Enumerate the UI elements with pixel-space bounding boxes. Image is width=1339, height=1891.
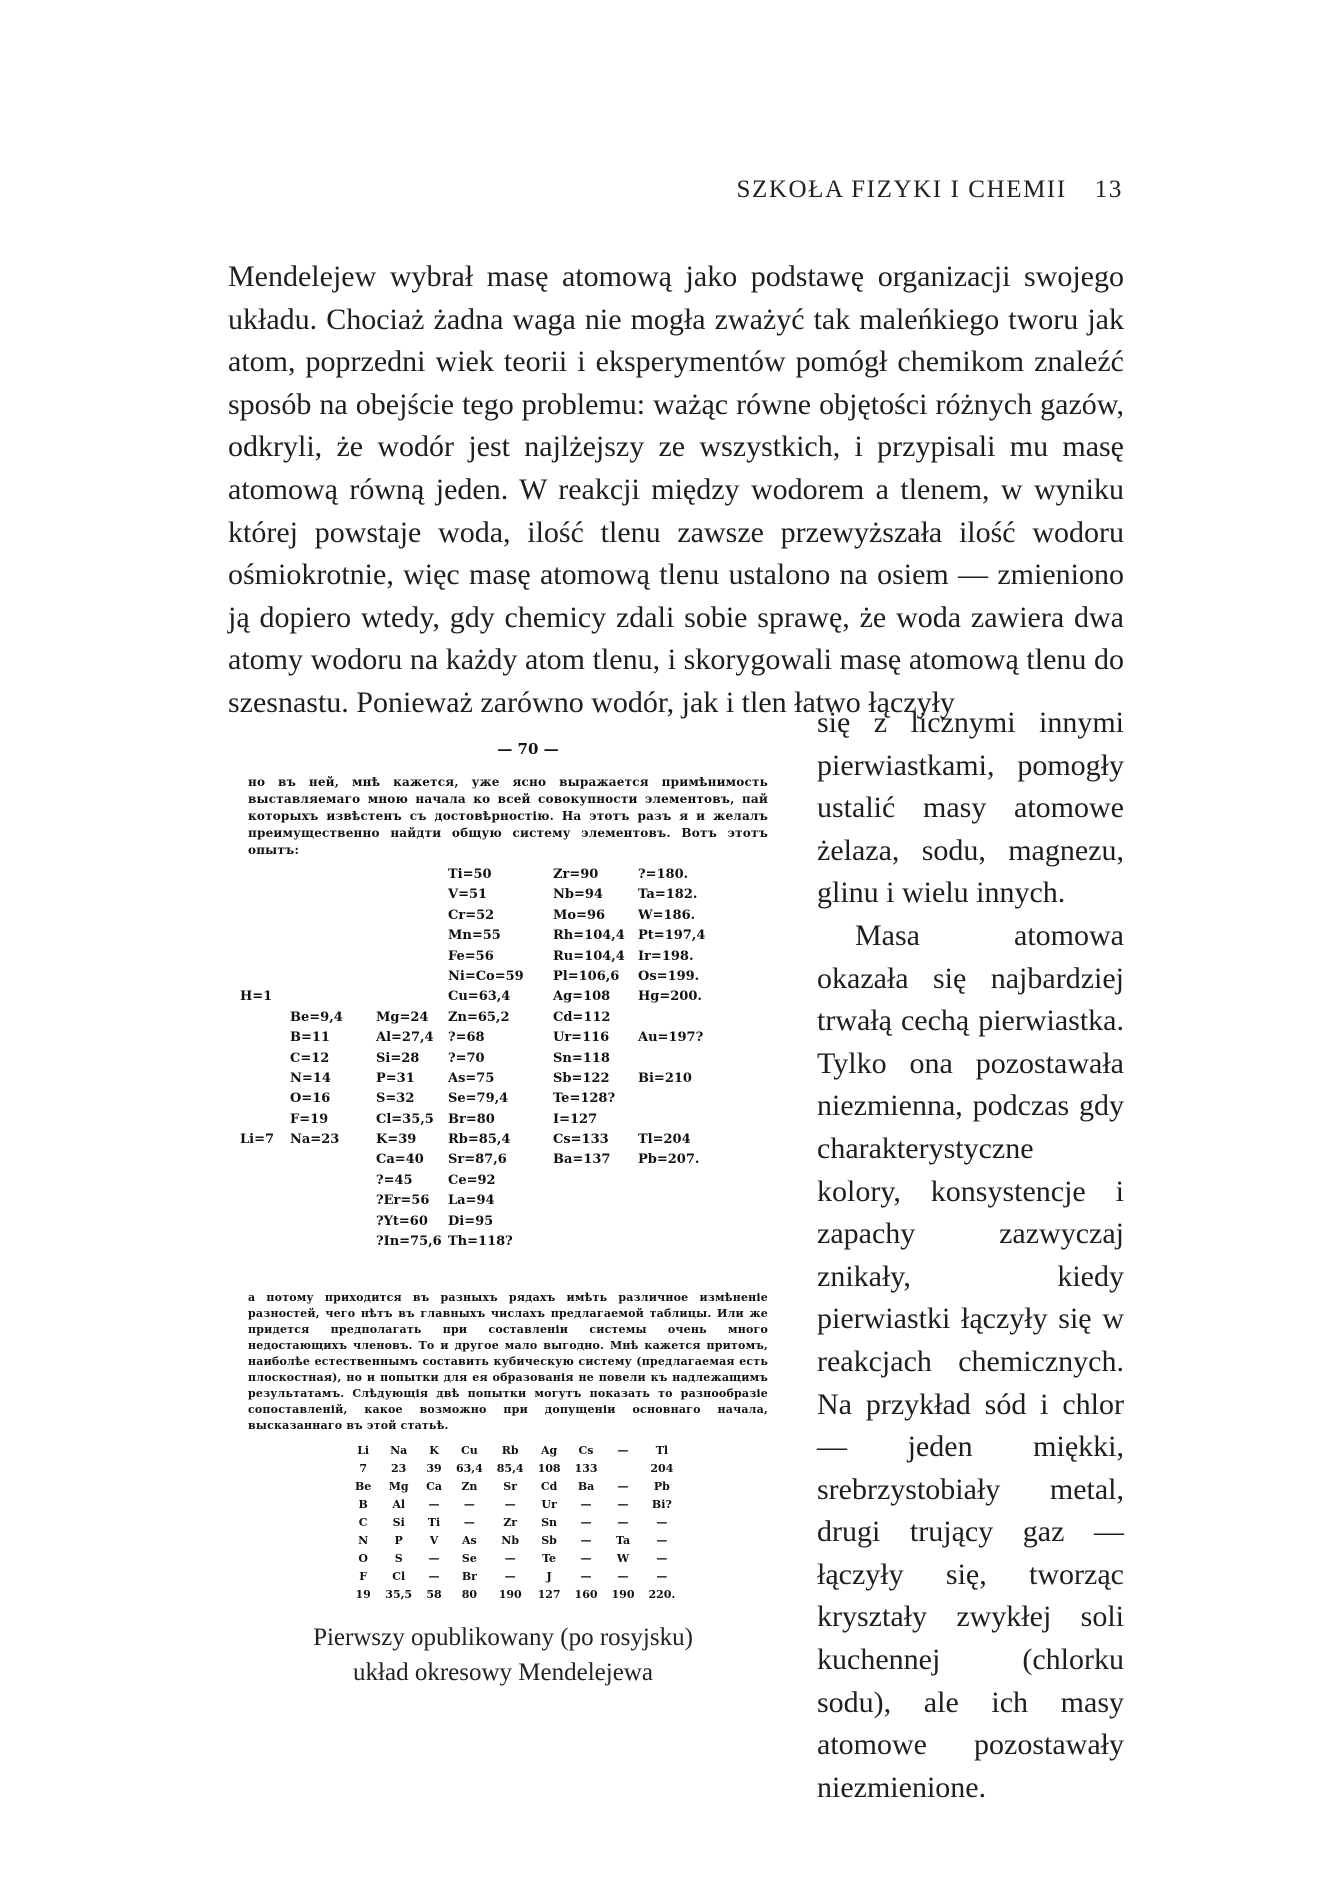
header-title: SZKOŁA FIZYKI I CHEMII	[736, 176, 1067, 203]
table-cell: —	[580, 1516, 592, 1529]
element-entry: Au=197?	[638, 1030, 704, 1046]
table-cell: —	[617, 1480, 629, 1493]
element-entry: F=19	[290, 1111, 329, 1127]
top-paragraph: Mendelejew wybrał masę atomową jako podstawę organizacji swojego układu. Chociaż żadna waga nie mogła zważyć tak maleńkiego tworu jak atom, poprzedni wiek teorii i eksperymentów pomógł chemikom znaleźć sposób na obejście tego problemu: ważąc równe objętości różnych gazów, odkryli, że wodór jest najlżejszy ze wszystkich, i przypisali mu masę atomową równą jeden. W reakcji między wodorem a tlenem, w wyniku której powstaje woda, ilość tlenu zawsze przewyższała ilość wodoru ośmiokrotnie, więc masę atomową tlenu ustalono na osiem — zmieniono ją dopiero wtedy, gdy chemicy zdali sobie sprawę, że woda zawiera dwa atomy wodoru na każdy atom tlenu, i skorygowali masę atomową tlenu do szesnastu. Ponieważ zarówno wodór, jak i tlen łatwo łączyły	[228, 260, 1124, 719]
element-entry: Pb=207.	[638, 1152, 700, 1168]
element-entry: Cu=63,4	[448, 989, 511, 1005]
table-cell: Cu	[461, 1444, 478, 1457]
table-cell: Na	[390, 1444, 408, 1457]
table-cell: B	[358, 1498, 368, 1511]
element-entry: Al=27,4	[376, 1030, 434, 1046]
table-row	[348, 1568, 682, 1586]
running-header	[736, 176, 1123, 204]
element-entry: Li=7	[240, 1132, 275, 1148]
element-entry	[638, 1008, 705, 1028]
table-cell: P	[394, 1534, 403, 1547]
table-cell: Nb	[501, 1534, 520, 1547]
element-entry	[240, 1069, 274, 1089]
element-entry: Cd=112	[553, 1009, 611, 1025]
table-cell: 80	[461, 1588, 478, 1601]
figure-page-number: — 70 —	[497, 740, 559, 758]
table-cell: Sb	[541, 1534, 557, 1547]
table-cell: Rb	[501, 1444, 519, 1457]
table-cell: Ti	[427, 1516, 441, 1529]
element-entry: Rb=85,4	[448, 1132, 511, 1148]
element-entry: Si=28	[376, 1050, 420, 1066]
element-entry: Sn=118	[553, 1050, 610, 1066]
table-cell: —	[428, 1498, 440, 1511]
table-cell: —	[580, 1552, 592, 1565]
element-entry: Se=79,4	[448, 1091, 509, 1107]
element-entry	[290, 926, 343, 946]
element-entry: Ti=50	[448, 867, 492, 882]
table-cell: Sn	[541, 1516, 558, 1529]
side-column	[817, 702, 1124, 1809]
element-entry	[638, 1110, 705, 1130]
periodic-table-alternative	[348, 1442, 682, 1604]
element-entry: Ta=182.	[638, 887, 698, 903]
element-entry: Fe=56	[448, 948, 494, 964]
table-cell: 85,4	[496, 1462, 524, 1475]
table-column	[290, 865, 343, 1150]
element-entry: ?=68	[448, 1030, 485, 1046]
caption-line: Pierwszy opublikowany (po rosyjsku)	[313, 1624, 693, 1651]
table-cell: Pb	[653, 1480, 670, 1493]
element-entry	[240, 926, 274, 946]
element-entry	[240, 1008, 274, 1028]
table-cell: 23	[391, 1462, 407, 1475]
table-cell: Br	[461, 1570, 477, 1583]
table-cell: Ur	[541, 1498, 557, 1511]
table-cell: J	[546, 1570, 552, 1583]
element-entry: Br=80	[448, 1111, 495, 1127]
periodic-table-first-version	[240, 865, 768, 1270]
table-row	[348, 1478, 682, 1496]
page-number: 13	[1094, 176, 1123, 203]
table-cell: C	[358, 1516, 368, 1529]
table-cell: —	[580, 1498, 592, 1511]
element-entry	[240, 967, 274, 987]
element-entry: Mn=55	[448, 928, 501, 944]
caption-line: układ okresowy Mendelejewa	[353, 1659, 653, 1686]
side-paragraph: się z licznymi innymi pierwiastkami, pomogły ustalić masy atomowe żelaza, sodu, magnezu, glinu i wielu innych.	[817, 706, 1124, 910]
element-entry	[376, 987, 442, 1007]
element-entry	[240, 865, 274, 885]
table-row	[348, 1514, 682, 1532]
element-entry	[290, 987, 343, 1007]
table-cell: —	[463, 1498, 475, 1511]
table-cell: O	[358, 1552, 368, 1565]
element-entry: Cs=133	[553, 1132, 609, 1148]
table-cell: —	[463, 1516, 475, 1529]
table-cell: —	[428, 1552, 440, 1565]
table-row	[348, 1460, 682, 1478]
element-entry	[376, 865, 442, 885]
element-entry	[376, 906, 442, 926]
element-entry	[240, 1089, 274, 1109]
element-entry: Ir=198.	[638, 948, 694, 964]
table-cell: 220.	[648, 1588, 676, 1601]
element-entry	[376, 967, 442, 987]
table-cell: —	[617, 1570, 629, 1583]
table-cell: F	[359, 1570, 368, 1583]
table-cell: Ba	[577, 1480, 595, 1493]
table-cell: Be	[355, 1480, 372, 1493]
table-cell: 63,4	[455, 1462, 483, 1475]
element-entry: Rh=104,4	[553, 928, 625, 944]
table-cell: 160	[574, 1588, 598, 1601]
element-entry: Pt=197,4	[638, 928, 706, 944]
table-row	[348, 1532, 682, 1550]
table-column	[448, 865, 524, 1252]
table-cell: 190	[498, 1588, 522, 1601]
side-paragraph: Masa atomowa okazała się najbardziej trwałą cechą pierwiastka. Tylko ona pozostawała niezmienna, podczas gdy charakterystyczne kolory, konsystencje i zapachy zazwyczaj znikały, kiedy pierwiastki łączyły się w reakcjach chemicznych. Na przykład sód i chlor — jeden miękki, srebrzystobiały metal, drugi trujący gaz — łączyły się, tworząc kryształy zwykłej soli kuchennej (chlorku sodu), ale ich masy atomowe pozostawały niezmienione.	[817, 918, 1124, 1804]
element-entry: H=1	[240, 989, 273, 1005]
table-column	[240, 865, 274, 1150]
table-cell: —	[656, 1570, 668, 1583]
element-entry: C=12	[290, 1050, 330, 1066]
table-row	[348, 1550, 682, 1568]
element-entry	[290, 906, 343, 926]
element-entry	[376, 947, 442, 967]
table-row	[348, 1442, 682, 1460]
table-cell: S	[394, 1552, 403, 1565]
element-entry: Ag=108	[553, 989, 611, 1005]
element-entry: Zr=90	[553, 867, 599, 882]
table-cell: 7	[359, 1462, 367, 1475]
table-cell: Li	[357, 1444, 370, 1457]
element-entry: Ur=116	[553, 1030, 610, 1046]
element-entry: Ce=92	[448, 1172, 496, 1188]
element-entry	[376, 926, 442, 946]
mendeleev-table-figure	[240, 740, 768, 1686]
element-entry: Na=23	[290, 1132, 340, 1148]
table-cell: K	[429, 1444, 439, 1457]
table-cell: Se	[461, 1552, 477, 1565]
table-row	[348, 1496, 682, 1514]
element-entry: Cr=52	[448, 907, 495, 923]
element-entry: Os=199.	[638, 968, 700, 984]
element-entry: K=39	[376, 1132, 417, 1148]
table-cell: —	[617, 1498, 629, 1511]
element-entry: Te=128?	[553, 1091, 616, 1107]
element-entry: Pl=106,6	[553, 968, 620, 984]
element-entry: Sb=122	[553, 1070, 610, 1086]
element-entry: Zn=65,2	[448, 1009, 510, 1025]
element-entry: La=94	[448, 1193, 495, 1209]
element-entry: Ca=40	[376, 1152, 424, 1168]
table-cell: 133	[574, 1462, 598, 1475]
element-entry	[290, 885, 343, 905]
figure-caption	[248, 1620, 758, 1690]
element-entry	[290, 967, 343, 987]
table-cell: —	[617, 1444, 629, 1457]
element-entry: B=11	[290, 1030, 330, 1046]
table-cell: W	[616, 1552, 630, 1565]
element-entry: Di=95	[448, 1213, 494, 1229]
table-cell: Al	[392, 1498, 406, 1511]
table-cell: Sr	[503, 1480, 518, 1493]
table-cell: —	[656, 1516, 668, 1529]
table-cell: Cs	[578, 1444, 594, 1457]
table-cell: —	[656, 1534, 668, 1547]
table-cell: Zr	[503, 1516, 518, 1529]
table-cell: Bi?	[651, 1498, 672, 1511]
table-cell: N	[358, 1534, 369, 1547]
element-entry: ?In=75,6	[376, 1234, 442, 1250]
element-entry: V=51	[448, 887, 488, 903]
table-cell: Te	[542, 1552, 557, 1565]
table-cell: 127	[537, 1588, 561, 1601]
element-entry: Mo=96	[553, 907, 606, 923]
element-entry	[240, 947, 274, 967]
table-cell: Zn	[461, 1480, 478, 1493]
table-cell: Cd	[540, 1480, 558, 1493]
table-cell: —	[428, 1570, 440, 1583]
table-cell: 19	[355, 1588, 371, 1601]
element-entry: Be=9,4	[290, 1009, 343, 1025]
table-row	[348, 1586, 682, 1604]
element-entry: Hg=200.	[638, 989, 702, 1005]
table-cell: 58	[426, 1588, 442, 1601]
table-cell: Mg	[388, 1480, 409, 1493]
table-cell: As	[462, 1534, 477, 1547]
element-entry: I=127	[553, 1111, 598, 1127]
element-entry: Ru=104,4	[553, 948, 625, 964]
element-entry: Mg=24	[376, 1009, 429, 1025]
element-entry	[376, 885, 442, 905]
table-cell: Cl	[392, 1570, 406, 1583]
table-cell: 35,5	[385, 1588, 413, 1601]
element-entry: Ba=137	[553, 1152, 611, 1168]
table-cell: Ca	[426, 1480, 442, 1493]
table-cell: Tl	[655, 1444, 669, 1457]
element-entry: N=14	[290, 1070, 331, 1086]
element-entry: S=32	[376, 1091, 415, 1107]
element-entry	[290, 865, 343, 885]
table-cell: 190	[611, 1588, 635, 1601]
table-cell: V	[429, 1534, 439, 1547]
table-cell	[605, 1460, 642, 1478]
element-entry: ?Yt=60	[376, 1213, 428, 1229]
table-column	[553, 865, 625, 1171]
element-entry: ?=45	[376, 1172, 413, 1188]
table-cell: —	[580, 1534, 592, 1547]
table-cell: —	[504, 1570, 516, 1583]
figure-outro-text: а потому приходится въ разныхъ рядахъ имѣть различное измѣненіе разностей, чего нѣтъ въ главныхъ числахъ предлагаемой таблицы. Или же придется предполагать при составленіи системы очень много недостающихъ членовъ. То и другое мало выгодно. Мнѣ кажется притомъ, наиболѣе естественнымъ составить кубическую систему (предлагаемая есть плоскостная), но и попытки для ея образованія не повели къ надлежащимъ результатамъ. Слѣдующія двѣ попытки могутъ показать то разнообразіе сопоставленій, какое возможно при допущеніи основнаго начала, высказаннаго въ этой статьѣ.	[248, 1291, 768, 1432]
table-cell: —	[580, 1570, 592, 1583]
element-entry: ?Er=56	[376, 1193, 430, 1209]
table-cell: Si	[392, 1516, 405, 1529]
element-entry: As=75	[448, 1070, 495, 1086]
element-entry: Ni=Co=59	[448, 968, 524, 984]
element-entry	[240, 1110, 274, 1130]
table-cell: Ta	[615, 1534, 631, 1547]
element-entry: Bi=210	[638, 1070, 692, 1086]
table-cell: —	[656, 1552, 668, 1565]
element-entry: O=16	[290, 1091, 331, 1107]
element-entry: W=186.	[638, 907, 696, 923]
element-entry: Tl=204	[638, 1132, 691, 1148]
table-cell: 204	[650, 1462, 674, 1475]
element-entry: Th=118?	[448, 1234, 513, 1250]
element-entry	[290, 947, 343, 967]
element-entry	[240, 1028, 274, 1048]
element-entry	[240, 885, 274, 905]
table-cell: —	[617, 1516, 629, 1529]
element-entry: Nb=94	[553, 887, 603, 903]
element-entry: ?=180.	[638, 867, 689, 882]
element-entry: P=31	[376, 1070, 415, 1086]
element-entry	[240, 906, 274, 926]
element-entry: Cl=35,5	[376, 1111, 434, 1127]
table-cell: 108	[537, 1462, 561, 1475]
element-entry: ?=70	[448, 1050, 485, 1066]
table-cell: —	[504, 1498, 516, 1511]
element-entry	[638, 1049, 705, 1069]
table-cell: Ag	[540, 1444, 558, 1457]
element-entry	[638, 1089, 705, 1109]
table-column	[376, 865, 442, 1252]
table-cell: —	[504, 1552, 516, 1565]
element-entry	[240, 1049, 274, 1069]
table-cell: 39	[426, 1462, 442, 1475]
element-entry: Sr=87,6	[448, 1152, 507, 1168]
figure-intro-text: но въ ней, мнѣ кажется, уже ясно выражается примѣнимость выставляемаго мною начала ко всей совокупности элементовъ, пай которыхъ извѣстенъ съ достовѣрностію. На этотъ разъ я и желалъ преимущественно найдти общую систему элементовъ. Вотъ этотъ опытъ:	[248, 775, 768, 857]
table-column	[638, 865, 705, 1171]
